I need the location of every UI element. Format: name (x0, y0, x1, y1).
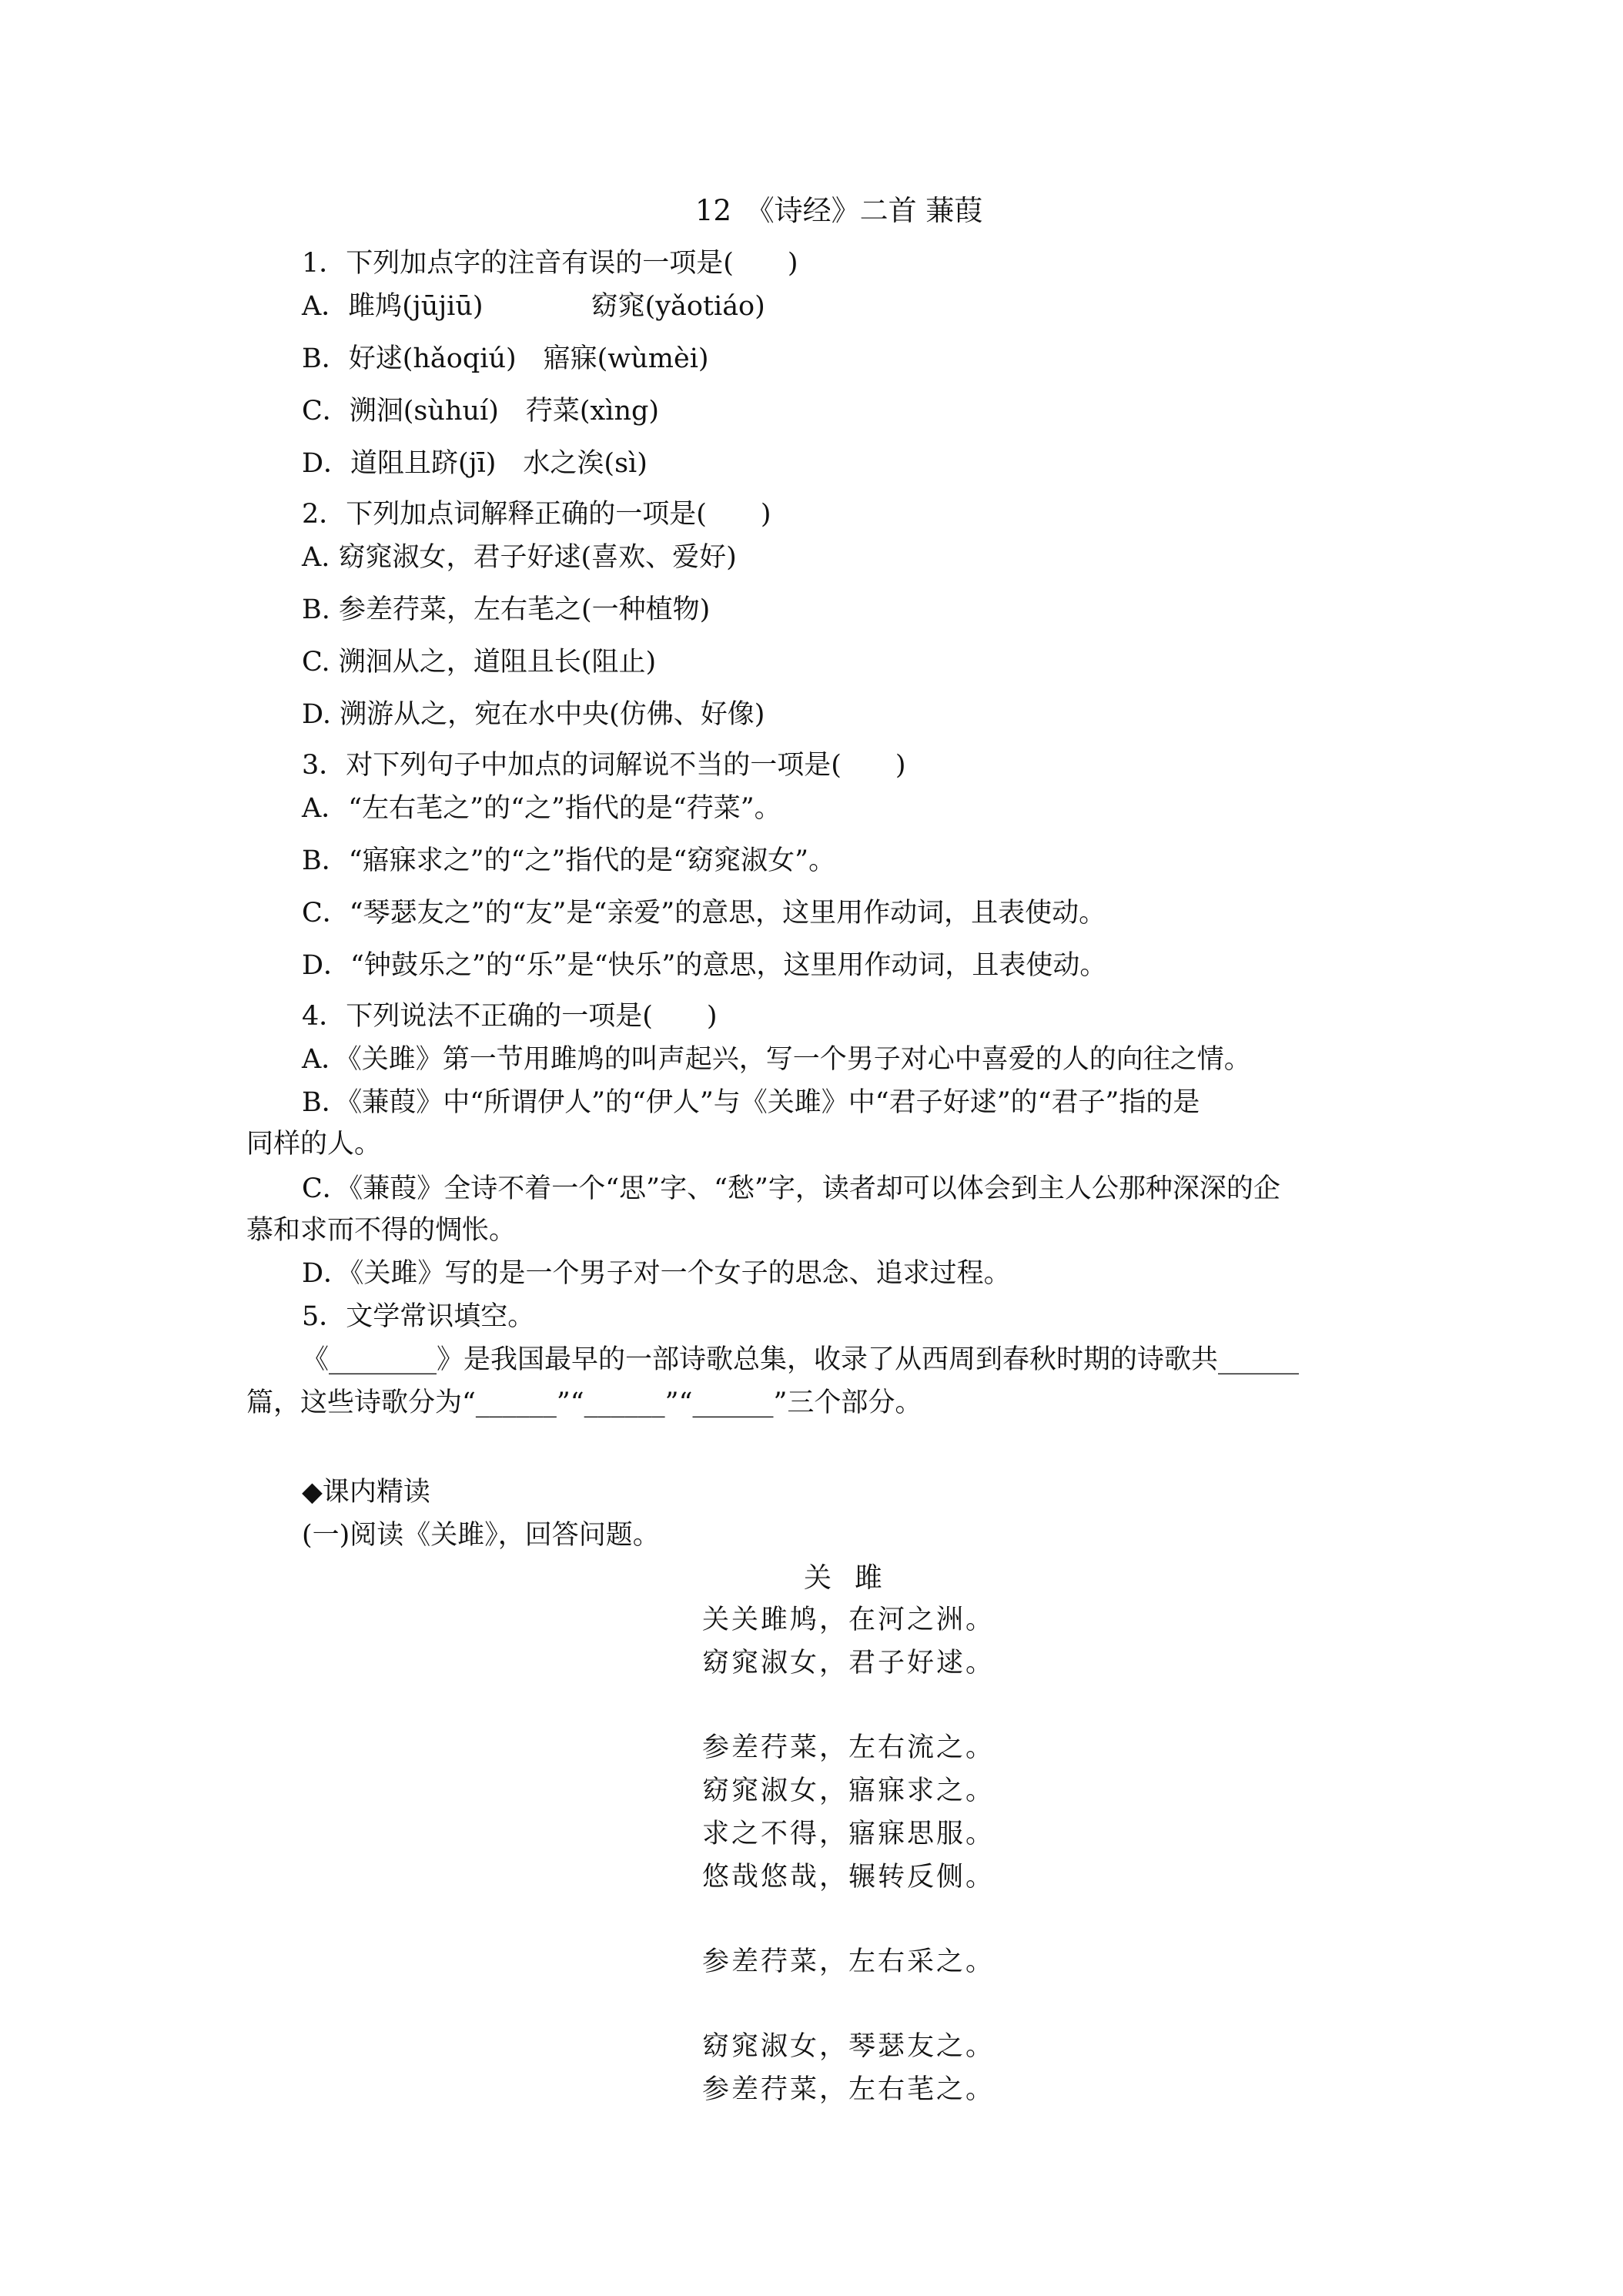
poem-line: 参差荇菜，左右采之。 (702, 1946, 996, 1977)
question-4-option-c: C．《蒹葭》全诗不着一个“思”字、“愁”字，读者却可以体会到主人公那种深深的企 (302, 1173, 1280, 1204)
question-1-option-a: A．雎鸠(jūjiū) 窈窕(yǎotiáo) (302, 291, 765, 322)
question-3-stem: 3．对下列句子中加点的词解说不当的一项是( ) (302, 750, 906, 781)
question-3-option-a: A．“左右芼之”的“之”指代的是“荇菜”。 (302, 793, 781, 824)
page-title: 12 《诗经》二首 蒹葭 (695, 194, 983, 227)
poem-line: 窈窕淑女，君子好逑。 (702, 1648, 996, 1678)
question-3-option-c: C．“琴瑟友之”的“友”是“亲爱”的意思，这里用作动词，且表使动。 (302, 898, 1106, 929)
question-4-option-a: A．《关雎》第一节用雎鸠的叫声起兴，写一个男子对心中喜爱的人的向往之情。 (302, 1044, 1251, 1075)
poem-line: 悠哉悠哉，辗转反侧。 (702, 1862, 996, 1893)
question-2-option-c: C. 溯洄从之，道阻且长(阻止) (302, 647, 657, 678)
question-5-line-1: 《________》是我国最早的一部诗歌总集，收录了从西周到春秋时期的诗歌共______ (302, 1344, 1300, 1375)
poem-line: 窈窕淑女，琴瑟友之。 (702, 2031, 996, 2062)
question-4-option-b-continued: 同样的人。 (246, 1129, 382, 1160)
poem-title: 关雎 (804, 1562, 906, 1594)
question-2-option-a: A. 窈窕淑女，君子好逑(喜欢、爱好) (302, 542, 737, 573)
question-5-line-2: 篇，这些诗歌分为“______”“______”“______”三个部分。 (246, 1387, 922, 1418)
question-4-stem: 4．下列说法不正确的一项是( ) (302, 1001, 718, 1032)
question-1-option-c: C．溯洄(sùhuí) 荇菜(xìng) (302, 396, 660, 427)
question-1-option-b: B．好逑(hǎoqiú) 寤寐(wùmèi) (302, 343, 709, 374)
question-3-option-b: B．“寤寐求之”的“之”指代的是“窈窕淑女”。 (302, 845, 836, 876)
question-4-option-c-continued: 慕和求而不得的惆怅。 (246, 1215, 517, 1246)
question-1-stem: 1．下列加点字的注音有误的一项是( ) (302, 248, 798, 279)
question-2-option-b: B. 参差荇菜，左右芼之(一种植物) (302, 594, 711, 625)
poem-line: 参差荇菜，左右芼之。 (702, 2074, 996, 2105)
poem-line: 关关雎鸠，在河之洲。 (702, 1605, 996, 1635)
question-4-option-b: B．《蒹葭》中“所谓伊人”的“伊人”与《关雎》中“君子好逑”的“君子”指的是 (302, 1087, 1200, 1118)
section-instruction: (一)阅读《关雎》，回答问题。 (302, 1520, 660, 1551)
question-4-option-d: D．《关雎》写的是一个男子对一个女子的思念、追求过程。 (302, 1258, 1011, 1289)
question-1-option-d: D．道阻且跻(jī) 水之涘(sì) (302, 448, 648, 479)
question-5-stem: 5．文学常识填空。 (302, 1301, 535, 1332)
poem-line: 求之不得，寤寐思服。 (702, 1819, 996, 1849)
question-2-stem: 2．下列加点词解释正确的一项是( ) (302, 499, 771, 530)
question-3-option-d: D．“钟鼓乐之”的“乐”是“快乐”的意思，这里用作动词，且表使动。 (302, 950, 1107, 981)
poem-line: 参差荇菜，左右流之。 (702, 1732, 996, 1763)
section-heading: ◆课内精读 (302, 1477, 430, 1508)
poem-line: 窈窕淑女，寤寐求之。 (702, 1776, 996, 1806)
question-2-option-d: D. 溯游从之，宛在水中央(仿佛、好像) (302, 699, 765, 730)
